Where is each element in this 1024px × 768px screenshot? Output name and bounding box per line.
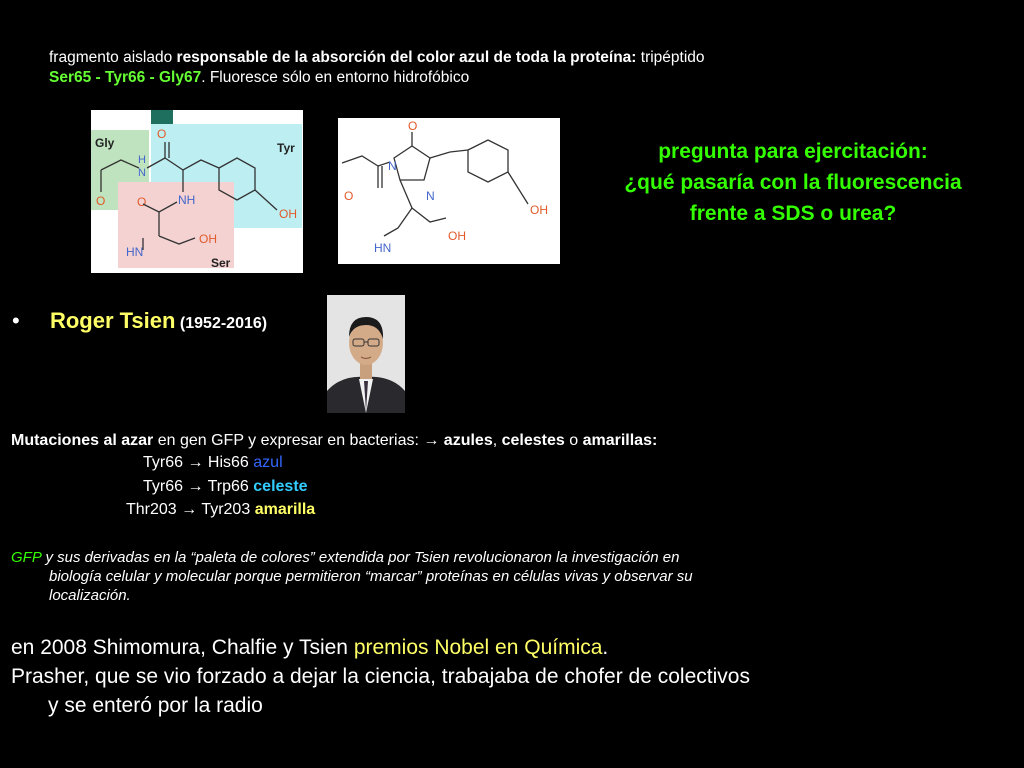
oh-atom: OH [199,232,217,246]
oh-atom: OH [279,207,297,221]
mutation-from: Tyr66 [143,478,184,495]
intro-part2: responsable de la absorción del color azul de toda la proteína: [176,49,637,66]
portrait-svg [327,295,405,413]
tripeptide-structure-image [91,110,303,273]
intro-part1: fragmento aislado [49,49,177,66]
mutation-color: amarilla [254,501,316,518]
tsien-years: (1952-2016) [175,315,268,332]
hn-atom: HN [126,245,144,259]
tripeptide-structure-svg [91,110,303,273]
oh-atom: OH [448,229,466,243]
chromophore-structure-image [338,118,560,264]
h-atom: H [138,154,146,166]
mutation-from: Tyr66 [143,454,184,471]
mutation-row [143,454,283,472]
n-atom: N [138,167,146,179]
o-atom: O [137,195,147,209]
gfp-paragraph [11,548,916,605]
intro-part3: tripéptido [636,49,705,66]
question-line: pregunta para ejercitación: [658,140,928,163]
o-atom: O [157,127,167,141]
nobel-prize-text: premios Nobel en Química [353,636,603,659]
nobel-line1-a: en 2008 Shimomura, Chalfie y Tsien [11,636,354,659]
mutations-p5: celestes [501,432,565,449]
chromophore-structure-svg [338,118,560,264]
intro-part4: . Fluoresce sólo en entorno hidrofóbico [201,69,470,86]
intro-text [49,48,949,88]
tripeptide-label: Ser65 - Tyr66 - Gly67 [49,69,202,86]
prasher-line2: y se enteró por la radio [48,694,263,717]
n-atom: N [388,159,397,173]
arrow-icon: → [187,478,204,495]
nh-atom: NH [178,193,196,207]
mutations-p7: amarillas: [582,432,658,449]
mutation-to: Trp66 [207,478,249,495]
n-atom: N [426,189,435,203]
tsien-bullet [12,308,267,334]
o-atom: O [408,119,418,133]
gfp-line2: biología celular y molecular porque permitieron “marcar” proteínas en células vivas y observar su [49,568,693,585]
mutations-p1: Mutaciones al azar [11,432,154,449]
mutation-row [143,478,308,496]
mutations-p6: o [564,432,583,449]
question-line: ¿qué pasaría con la fluorescencia [624,171,962,194]
ser-label: Ser [211,256,231,270]
o-atom: O [96,194,106,208]
gly-label: Gly [95,136,115,150]
mutation-to: Tyr203 [201,501,251,518]
nobel-paragraph [11,633,1011,720]
nobel-line1-c: . [602,636,609,659]
mutations-p4: , [492,432,502,449]
question-line: frente a SDS o urea? [689,202,897,225]
bullet-marker: • [12,308,20,333]
tsien-name: Roger Tsien [49,308,176,333]
gfp-line1: y sus derivadas en la “paleta de colores” extendida por Tsien revolucionaron la investigación en [41,549,680,566]
mutation-to: His66 [207,454,249,471]
gfp-line3: localización. [49,587,131,604]
mutations-p3: azules [443,432,493,449]
mutation-color: celeste [253,478,308,495]
arrow-icon: → [181,501,198,518]
tsien-portrait-photo [327,295,405,413]
tyr-label: Tyr [277,141,295,155]
hn-atom: HN [374,241,392,255]
oh-atom: OH [530,203,548,217]
o-atom: O [344,189,354,203]
mutations-heading [11,429,657,453]
exercise-question [578,136,1008,229]
prasher-line: Prasher, que se vio forzado a dejar la ciencia, trabajaba de chofer de colectivos [11,665,750,688]
arrow-icon: → [187,454,204,471]
mutation-color: azul [253,454,283,471]
mutations-p2: en gen GFP y expresar en bacterias: → [153,432,444,449]
gfp-label: GFP [11,549,42,566]
mutation-row [126,501,315,519]
mutation-from: Thr203 [126,501,177,518]
